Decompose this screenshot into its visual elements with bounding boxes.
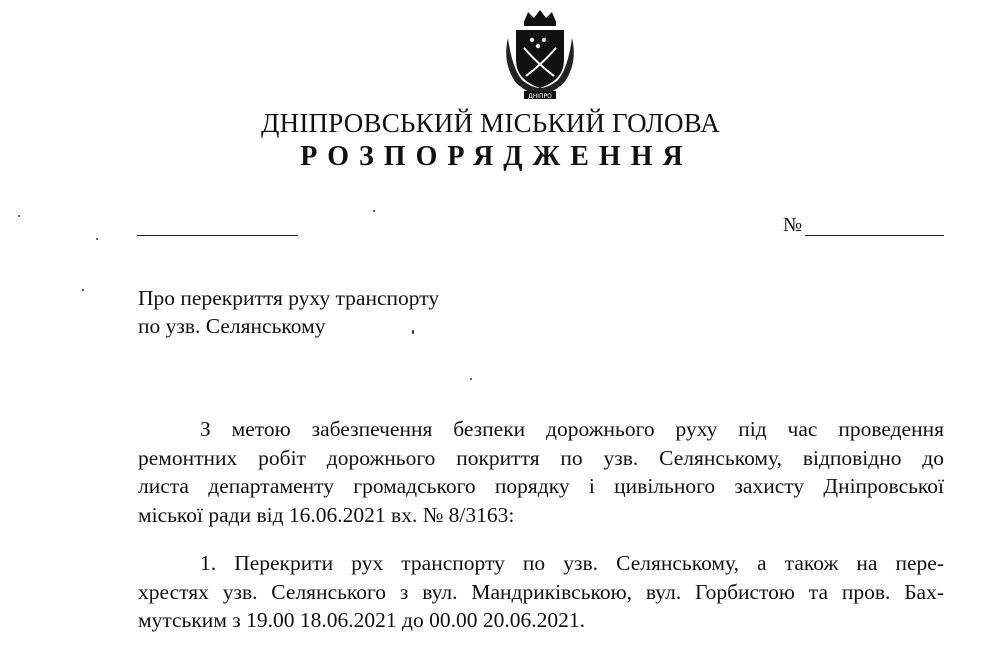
coat-of-arms-icon bbox=[498, 8, 582, 100]
subject-line: Про перекриття руху транспорту bbox=[138, 286, 440, 310]
organization-title: ДНІПРОВСЬКИЙ МІСЬКИЙ ГОЛОВА bbox=[261, 108, 720, 138]
paragraph-line: міської ради від 16.06.2021 вх. № 8/3163: bbox=[138, 502, 515, 527]
paragraph-line: листа департаменту громадського порядку і цивільного захисту Дніпровської bbox=[138, 474, 944, 498]
number-label: № bbox=[783, 214, 803, 236]
paragraph-line: 1. Перекрити рух транспорту по узв. Селянському, а також на пере- bbox=[200, 551, 944, 575]
scan-speck bbox=[412, 330, 414, 334]
scan-speck bbox=[82, 289, 84, 291]
order-item-1 bbox=[138, 549, 944, 635]
document-type-title: РОЗПОРЯДЖЕННЯ bbox=[300, 141, 693, 172]
scan-speck bbox=[96, 238, 98, 240]
date-blank-line bbox=[137, 235, 298, 236]
paragraph-line: мутським з 19.00 18.06.2021 до 00.00 20.06.2021. bbox=[138, 608, 585, 632]
number-blank-line bbox=[805, 235, 944, 236]
scan-speck bbox=[470, 378, 472, 380]
subject-line: по узв. Селянському bbox=[138, 314, 326, 338]
paragraph-line: ремонтних робіт дорожнього покриття по узв. Селянському, відповідно до bbox=[138, 445, 944, 470]
preamble-paragraph bbox=[138, 415, 944, 529]
scan-speck bbox=[18, 215, 20, 217]
svg-text:ДНІПРО: ДНІПРО bbox=[528, 93, 552, 100]
paragraph-line: З метою забезпечення безпеки дорожнього руху під час проведення bbox=[200, 417, 944, 441]
scan-speck bbox=[373, 210, 375, 212]
document-subject bbox=[138, 284, 439, 340]
paragraph-line: хрестях узв. Селянського з вул. Мандриківською, вул. Горбистою та пров. Бах- bbox=[138, 579, 944, 604]
city-emblem bbox=[498, 8, 582, 100]
